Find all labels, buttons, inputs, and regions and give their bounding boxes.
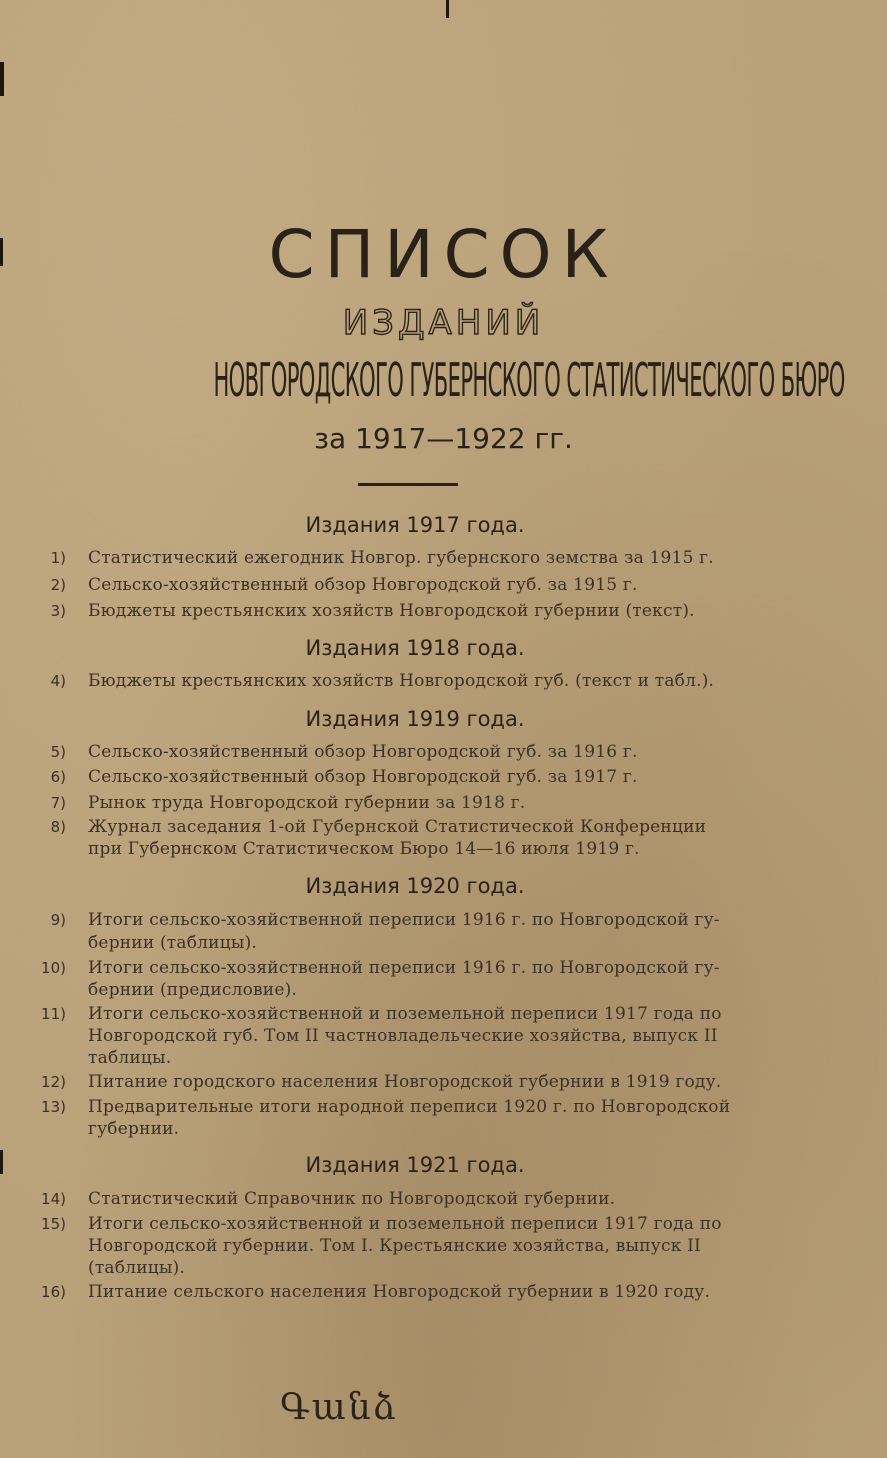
item-text: (таблицы). — [88, 1258, 186, 1278]
item-number: 9) — [50, 911, 66, 929]
item-text: при Губернском Статистическом Бюро 14—16 июля 1919 г. — [88, 839, 640, 859]
item-text: Предварительные итоги народной переписи 1920 г. по Новгородской — [88, 1097, 731, 1117]
section-heading-1917: Издания 1917 года. — [305, 513, 525, 537]
item-number: 5) — [50, 743, 66, 761]
section-heading-1918: Издания 1918 года. — [305, 636, 525, 660]
years-range: за 1917—1922 гг. — [314, 422, 573, 455]
item-text: бернии (таблицы). — [88, 933, 258, 953]
item-number: 7) — [50, 794, 66, 812]
section-heading-1919: Издания 1919 года. — [305, 707, 525, 731]
item-number: 4) — [50, 672, 66, 690]
item-text: Итоги сельско-хозяйственной и поземельной переписи 1917 года по — [88, 1004, 722, 1024]
item-text: Питание сельского населения Новгородской губернии в 1920 году. — [88, 1282, 711, 1302]
section-heading-1920: Издания 1920 года. — [305, 874, 525, 898]
item-text: Питание городского населения Новгородской губернии в 1919 году. — [88, 1072, 722, 1092]
item-text: Статистический ежегодник Новгор. губернского земства за 1915 г. — [88, 548, 714, 568]
item-text: Итоги сельско-хозяйственной переписи 1916 г. по Новгородской гу- — [88, 958, 720, 978]
item-text: Бюджеты крестьянских хозяйств Новгородской губернии (текст). — [88, 601, 695, 621]
page-title: СПИСОК — [268, 216, 619, 293]
item-number: 15) — [41, 1215, 66, 1233]
item-text: таблицы. — [88, 1048, 172, 1068]
item-number: 13) — [41, 1098, 66, 1116]
top-edge-mark — [446, 0, 449, 18]
divider-rule — [358, 483, 458, 486]
item-text: Статистический Справочник по Новгородской губернии. — [88, 1189, 616, 1209]
page-subtitle: ИЗДАНИЙ — [342, 303, 545, 343]
item-text: Сельско-хозяйственный обзор Новгородской губ. за 1915 г. — [88, 575, 638, 595]
item-text: Бюджеты крестьянских хозяйств Новгородской губ. (текст и табл.). — [88, 671, 715, 691]
item-number: 8) — [50, 818, 66, 836]
left-edge-mark — [0, 62, 4, 96]
item-number: 6) — [50, 768, 66, 786]
bureau-name — [20, 353, 867, 408]
item-number: 10) — [41, 959, 66, 977]
handwritten-stamp: Գանձ — [280, 1387, 398, 1428]
item-number: 16) — [41, 1283, 66, 1301]
item-number: 11) — [41, 1005, 66, 1023]
item-text: Новгородской губ. Том II частновладельческие хозяйства, выпуск II — [88, 1026, 718, 1046]
item-text: Сельско-хозяйственный обзор Новгородской губ. за 1917 г. — [88, 767, 638, 787]
item-text: Новгородской губернии. Том I. Крестьянские хозяйства, выпуск II — [88, 1236, 701, 1256]
item-number: 2) — [50, 576, 66, 594]
item-number: 3) — [50, 602, 66, 620]
item-text: Сельско-хозяйственный обзор Новгородской губ. за 1916 г. — [88, 742, 638, 762]
item-number: 14) — [41, 1190, 66, 1208]
item-text: Итоги сельско-хозяйственной и поземельной переписи 1917 года по — [88, 1214, 722, 1234]
item-text: губернии. — [88, 1119, 180, 1139]
section-heading-1921: Издания 1921 года. — [305, 1153, 525, 1177]
item-number: 12) — [41, 1073, 66, 1091]
item-text: Журнал заседания 1-ой Губернской Статистической Конференции — [88, 817, 707, 837]
item-text: Рынок труда Новгородской губернии за 1918 г. — [88, 793, 526, 813]
item-text: Итоги сельско-хозяйственной переписи 1916 г. по Новгородской гу- — [88, 910, 720, 930]
item-number: 1) — [50, 549, 66, 567]
bureau-name-text: НОВГОРОДСКОГО ГУБЕРНСКОГО СТАТИСТИЧЕСКОГО БЮРО — [213, 353, 845, 408]
item-text: бернии (предисловие). — [88, 980, 298, 1000]
